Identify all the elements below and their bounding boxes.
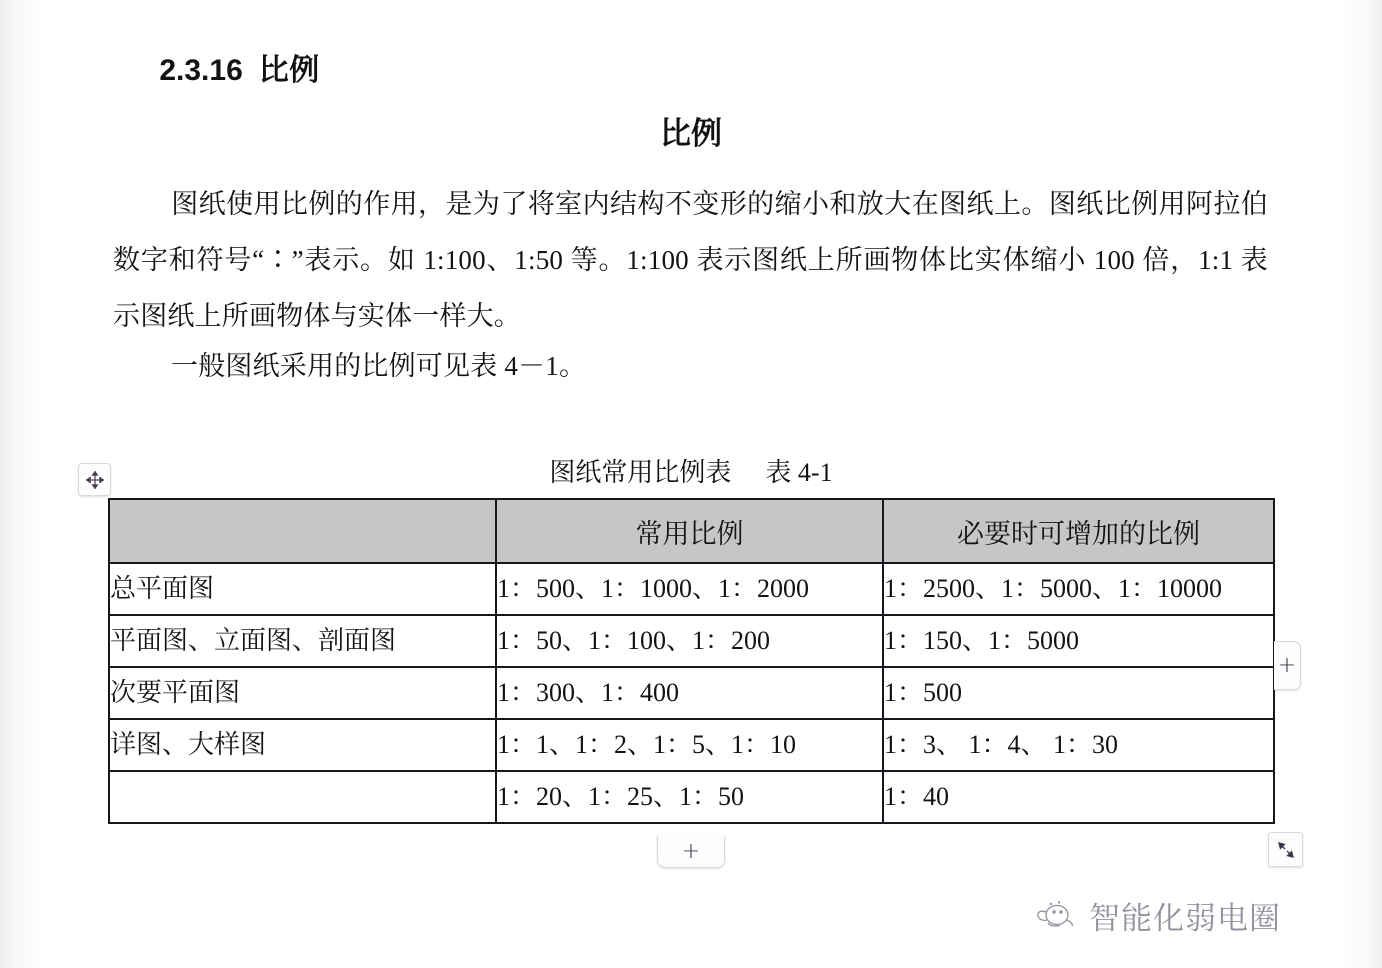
- paragraph-1-text: 图纸使用比例的作用，是为了将室内结构不变形的缩小和放大在图纸上。图纸比例用阿拉伯数字和符号“∶”表示。如 1:100、1:50 等。1:100 表示图纸上所画物体比实体缩小 100 倍，1:1 表示图纸上所画物体与实体一样大。: [113, 189, 1268, 331]
- body-paragraph-2: [113, 338, 1268, 394]
- table-row: [109, 771, 1274, 823]
- table-cell-label[interactable]: 总平面图: [109, 563, 496, 615]
- table-header-cell-common: 常用比例: [496, 499, 883, 563]
- table-caption-number: 表 4-1: [765, 458, 833, 487]
- table-cell-common[interactable]: 1：300、1：400: [496, 667, 883, 719]
- table-row: [109, 719, 1274, 771]
- table-cell-extra[interactable]: 1：500: [883, 667, 1274, 719]
- move-arrows-icon: [85, 470, 105, 490]
- table-cell-common[interactable]: 1：50、1：100、1：200: [496, 615, 883, 667]
- scale-table-container: [108, 498, 1273, 824]
- plus-icon: +: [1277, 652, 1297, 678]
- section-title: 比例: [258, 54, 320, 87]
- table-cell-label[interactable]: 次要平面图: [109, 667, 496, 719]
- table-move-handle[interactable]: [78, 463, 111, 496]
- watermark: [1035, 893, 1281, 938]
- table-row: [109, 563, 1274, 615]
- table-cell-common[interactable]: 1：20、1：25、1：50: [496, 771, 883, 823]
- table-cell-common[interactable]: 1：500、1：1000、1：2000: [496, 563, 883, 615]
- table-cell-extra[interactable]: 1：2500、1：5000、1：10000: [883, 563, 1274, 615]
- table-caption: [0, 452, 1382, 489]
- section-number: 2.3.16: [159, 54, 243, 87]
- add-column-button[interactable]: [1274, 641, 1301, 690]
- table-cell-extra[interactable]: 1：40: [883, 771, 1274, 823]
- body-paragraph-1: [113, 176, 1268, 344]
- plus-icon: +: [681, 838, 701, 864]
- table-cell-extra[interactable]: 1：150、1：5000: [883, 615, 1274, 667]
- table-row: [109, 615, 1274, 667]
- article-title: 比例: [660, 116, 722, 151]
- resize-diagonal-icon: [1275, 839, 1297, 861]
- table-cell-extra[interactable]: 1：3、 1：4、 1：30: [883, 719, 1274, 771]
- table-cell-label[interactable]: 平面图、立面图、剖面图: [109, 615, 496, 667]
- watermark-text: 智能化弱电圈: [1089, 901, 1281, 936]
- table-cell-label[interactable]: [109, 771, 496, 823]
- table-cell-label[interactable]: 详图、大样图: [109, 719, 496, 771]
- table-header-cell-blank: [109, 499, 496, 563]
- scale-table: [108, 498, 1275, 824]
- table-resize-handle[interactable]: [1268, 832, 1303, 867]
- table-row: [109, 667, 1274, 719]
- table-header-row: [109, 499, 1274, 563]
- table-caption-title: 图纸常用比例表: [549, 458, 732, 487]
- add-row-button[interactable]: [657, 836, 725, 868]
- page-title: [124, 11, 320, 123]
- table-cell-common[interactable]: 1：1、1：2、1：5、1：10: [496, 719, 883, 771]
- bird-logo-icon: [1035, 899, 1077, 933]
- table-header-cell-extra: 必要时可增加的比例: [883, 499, 1274, 563]
- paragraph-2-text: 一般图纸采用的比例可见表 4－1。: [171, 351, 587, 381]
